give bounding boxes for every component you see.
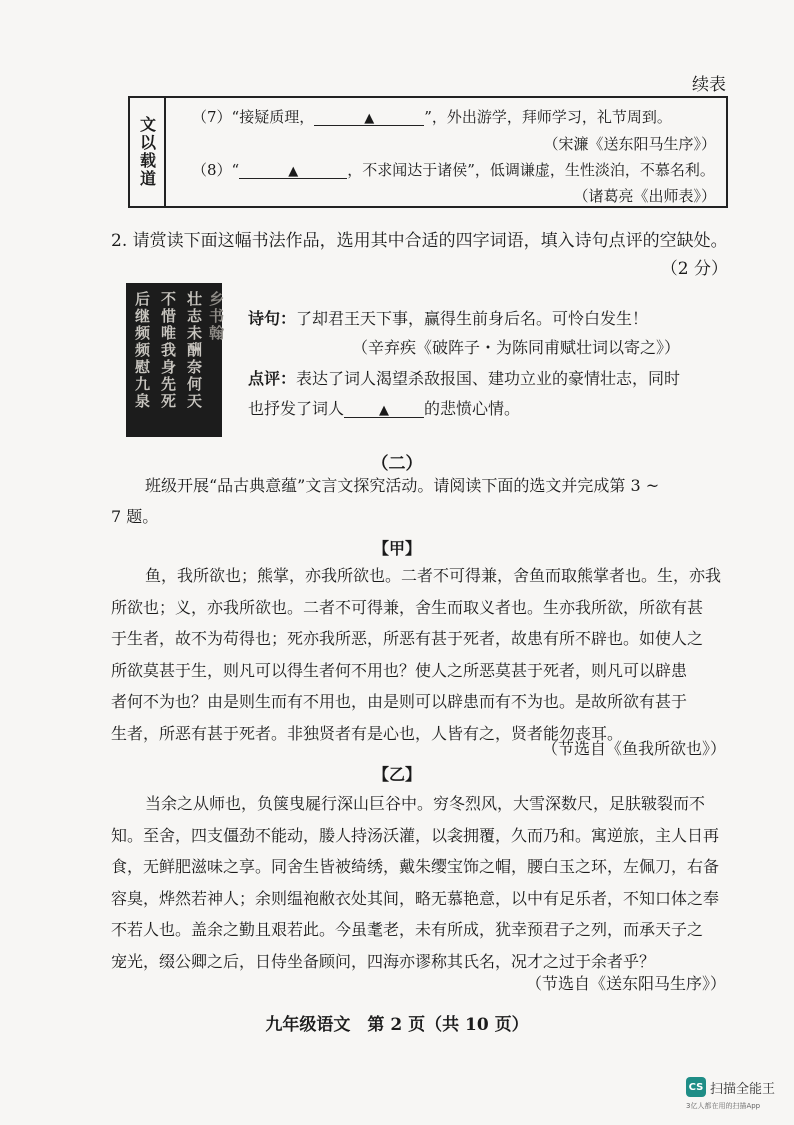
calligraphy-column: 后继频频慰九泉 [133, 291, 151, 410]
passage-line: 知。至舍，四支僵劲不能动，媵人持汤沃灌，以衾拥覆，久而乃和。寓逆旅，主人日再 [111, 825, 720, 845]
row8-question [192, 159, 715, 180]
passage-line: 宠光，缀公卿之后，日侍坐备顾问，四海亦谬称其氏名，况才之过于余者乎？ [111, 951, 656, 971]
row7-blank [314, 109, 424, 126]
jia-passage [111, 560, 731, 749]
calligraphy-column: 壮志未酬奈何天 [185, 291, 203, 410]
comment-label: 点评： [248, 369, 297, 388]
answer-table [128, 96, 728, 208]
triangle-marker: ▲ [364, 111, 375, 126]
section-intro-2: 7 题。 [111, 507, 159, 526]
passage-line: 所欲也；义，亦我所欲也。二者不可得兼，舍生而取义者也。生亦我所欲，所欲有甚 [111, 597, 704, 617]
yi-passage [111, 788, 731, 977]
jia-heading: 【甲】 [372, 539, 421, 558]
scanner-watermark [686, 1073, 790, 1117]
yi-source: （节选自《送东阳马生序》） [525, 974, 726, 993]
passage-line: 于生者，故不为苟得也；死亦我所恶，所恶有甚于死者，故患有所不辟也。如使人之 [111, 629, 704, 648]
scanner-app-name: 扫描全能王 [710, 1082, 776, 1097]
page-footer: 九年级语文 第 2 页（共 10 页） [265, 1015, 529, 1035]
row7-source: （宋濂《送东阳马生序》） [543, 135, 716, 153]
passage-line: 不若人也。盖余之勤且艰若此。今虽耄老，未有所成，犹幸预君子之列，而承天子之 [111, 920, 704, 939]
category-label: 文以载道 [137, 116, 157, 188]
row7-pre: （7）“接疑质理， [192, 108, 315, 126]
calligraphy-column: 不惜唯我身先死 [159, 291, 177, 410]
poem-line [248, 306, 648, 329]
poem-label: 诗句： [248, 309, 297, 328]
calligraphy-image [126, 283, 225, 437]
comment-text: 表达了词人渴望杀敌报国、建功立业的豪情壮志，同时 [296, 369, 681, 388]
passage-line: 鱼，我所欲也；熊掌，亦我所欲也。二者不可得兼，舍鱼而取熊掌者也。生，亦我 [145, 566, 722, 585]
comment-pre: 也抒发了词人 [248, 399, 345, 418]
passage-line: 生者，所恶有甚于死者。非独贤者有是心也，人皆有之，贤者能勿丧耳。 [111, 723, 624, 743]
row7-question [192, 106, 672, 127]
yi-heading: 【乙】 [372, 765, 421, 784]
section-heading: （二） [371, 454, 423, 474]
row8-source: （诸葛亮《出师表》） [573, 187, 716, 205]
calligraphy-column: 乡书翰 [207, 291, 225, 342]
jia-source: （节选自《鱼我所欲也》） [541, 739, 726, 758]
row8-pre: （8）“ [192, 161, 240, 179]
triangle-marker: ▲ [288, 164, 299, 179]
category-cell [130, 98, 166, 206]
question-2-score: （2 分） [660, 259, 728, 279]
poem-text: 了却君王天下事，赢得生前身后名。可怜白发生！ [296, 309, 649, 328]
question-2-title: 2. 请赏读下面这幅书法作品，选用其中合适的四字词语，填入诗句点评的空缺处。 [111, 231, 728, 251]
scanner-tagline: 3亿人都在用的扫描App [686, 1102, 761, 1110]
passage-line: 所欲莫甚于生，则凡可以得生者何不用也？使人之所恶莫甚于死者，则凡可以辟患 [111, 660, 688, 680]
row8-post: ，不求闻达于诸侯”，低调谦虚，生性淡泊，不慕名利。 [347, 161, 715, 179]
passage-line: 当余之从师也，负箧曳屣行深山巨谷中。穷冬烈风，大雪深数尺，足肤皲裂而不 [145, 794, 706, 813]
section-intro-1: 班级开展“品古典意蕴”文言文探究活动。请阅读下面的选文并完成第 3 ~ [145, 476, 660, 495]
comment-line-2 [248, 396, 520, 419]
poem-source: （辛弃疾《破阵子・为陈同甫赋壮词以寄之》） [352, 338, 681, 357]
cs-logo-icon: CS [686, 1077, 706, 1097]
row7-post: ”，外出游学，拜师学习，礼节周到。 [424, 108, 672, 126]
passage-line: 食，无鲜肥滋味之享。同舍生皆被绮绣，戴朱缨宝饰之帽，腰白玉之环，左佩刀，右备 [111, 857, 720, 876]
comment-post: 的悲愤心情。 [424, 399, 521, 418]
comment-line-1 [248, 366, 680, 389]
passage-line: 者何不为也？由是则生而有不用也，由是则可以辟患而有不为也。是故所欲有甚于 [111, 692, 688, 711]
row8-blank [239, 162, 347, 179]
triangle-marker: ▲ [379, 403, 390, 418]
passage-line: 容臭，烨然若神人；余则缊袍敝衣处其间，略无慕艳意，以中有足乐者，不知口体之奉 [111, 888, 720, 908]
continuation-label: 续表 [692, 75, 726, 95]
comment-blank [344, 401, 424, 418]
